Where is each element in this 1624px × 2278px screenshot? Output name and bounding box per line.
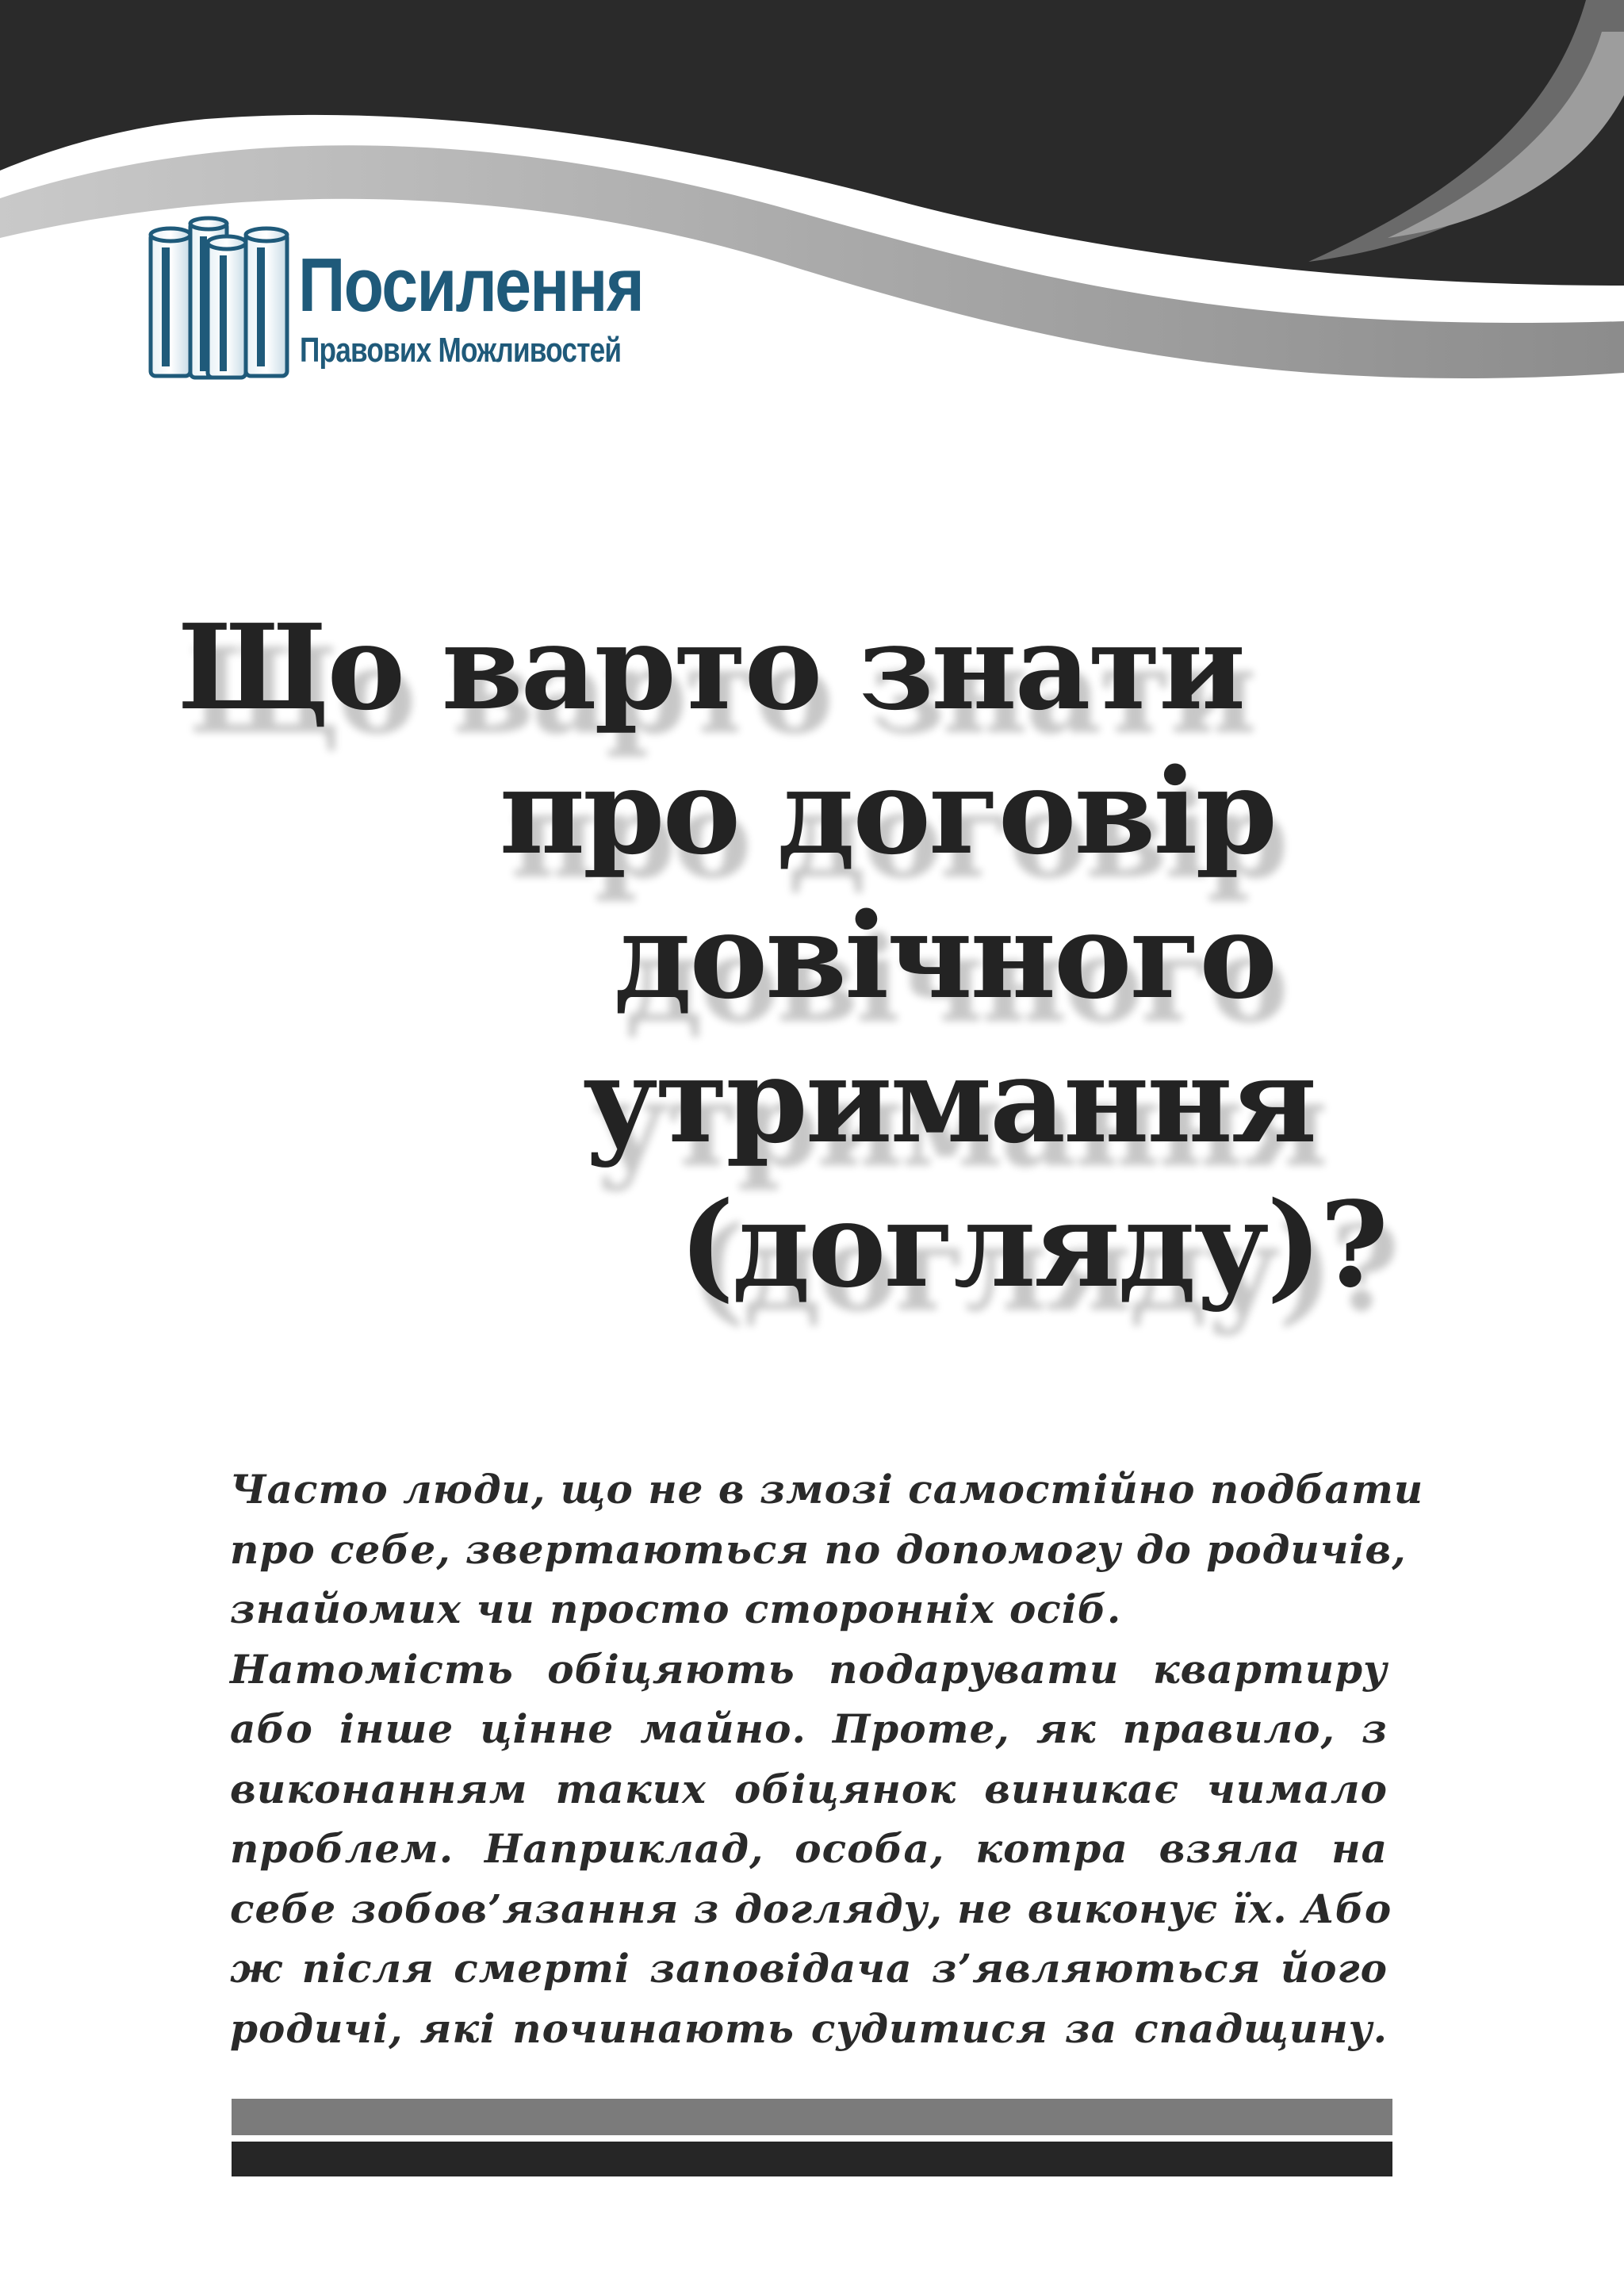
logo bbox=[144, 216, 715, 390]
headline bbox=[117, 595, 1386, 1317]
logo-subtitle: Правових Можливостей bbox=[300, 331, 622, 370]
intro-line: виконанням таких обіцянок виникає чимало bbox=[230, 1765, 1388, 1812]
headline-line: утримання bbox=[582, 1031, 1315, 1169]
footer-rule-dark bbox=[232, 2142, 1392, 2176]
intro-line: про себе, звертаються по допомогу до родичів, bbox=[230, 1525, 1407, 1573]
headline-line: про договір bbox=[499, 742, 1275, 880]
intro-line: родичі, які починають судитися за спадщину. bbox=[230, 2004, 1388, 2052]
intro-line: ж після смерті заповідача з’являються його bbox=[230, 1945, 1388, 1992]
headline-line: Що варто знати bbox=[178, 598, 1243, 736]
intro-line: Натомість обіцяють подарувати квартиру bbox=[230, 1645, 1388, 1693]
intro-line: Часто люди, що не в змозі самостійно подбати bbox=[230, 1466, 1424, 1513]
headline-line: довічного bbox=[613, 887, 1275, 1025]
intro-paragraph bbox=[230, 1459, 1424, 2058]
footer-rule-gap bbox=[232, 2135, 1392, 2142]
logo-columns-icon bbox=[144, 216, 295, 382]
headline-line: (догляду)? bbox=[679, 1175, 1386, 1313]
intro-line: себе зобов’язання з догляду, не виконує їх. Або bbox=[230, 1885, 1392, 1932]
intro-line: або інше цінне майно. Проте, як правило, з bbox=[230, 1705, 1388, 1752]
intro-line: знайомих чи просто сторонніх осіб. bbox=[230, 1586, 1122, 1632]
intro-line: проблем. Наприклад, особа, котра взяла на bbox=[230, 1825, 1388, 1872]
footer-rule-gray bbox=[232, 2099, 1392, 2135]
logo-title: Посилення bbox=[298, 243, 644, 328]
